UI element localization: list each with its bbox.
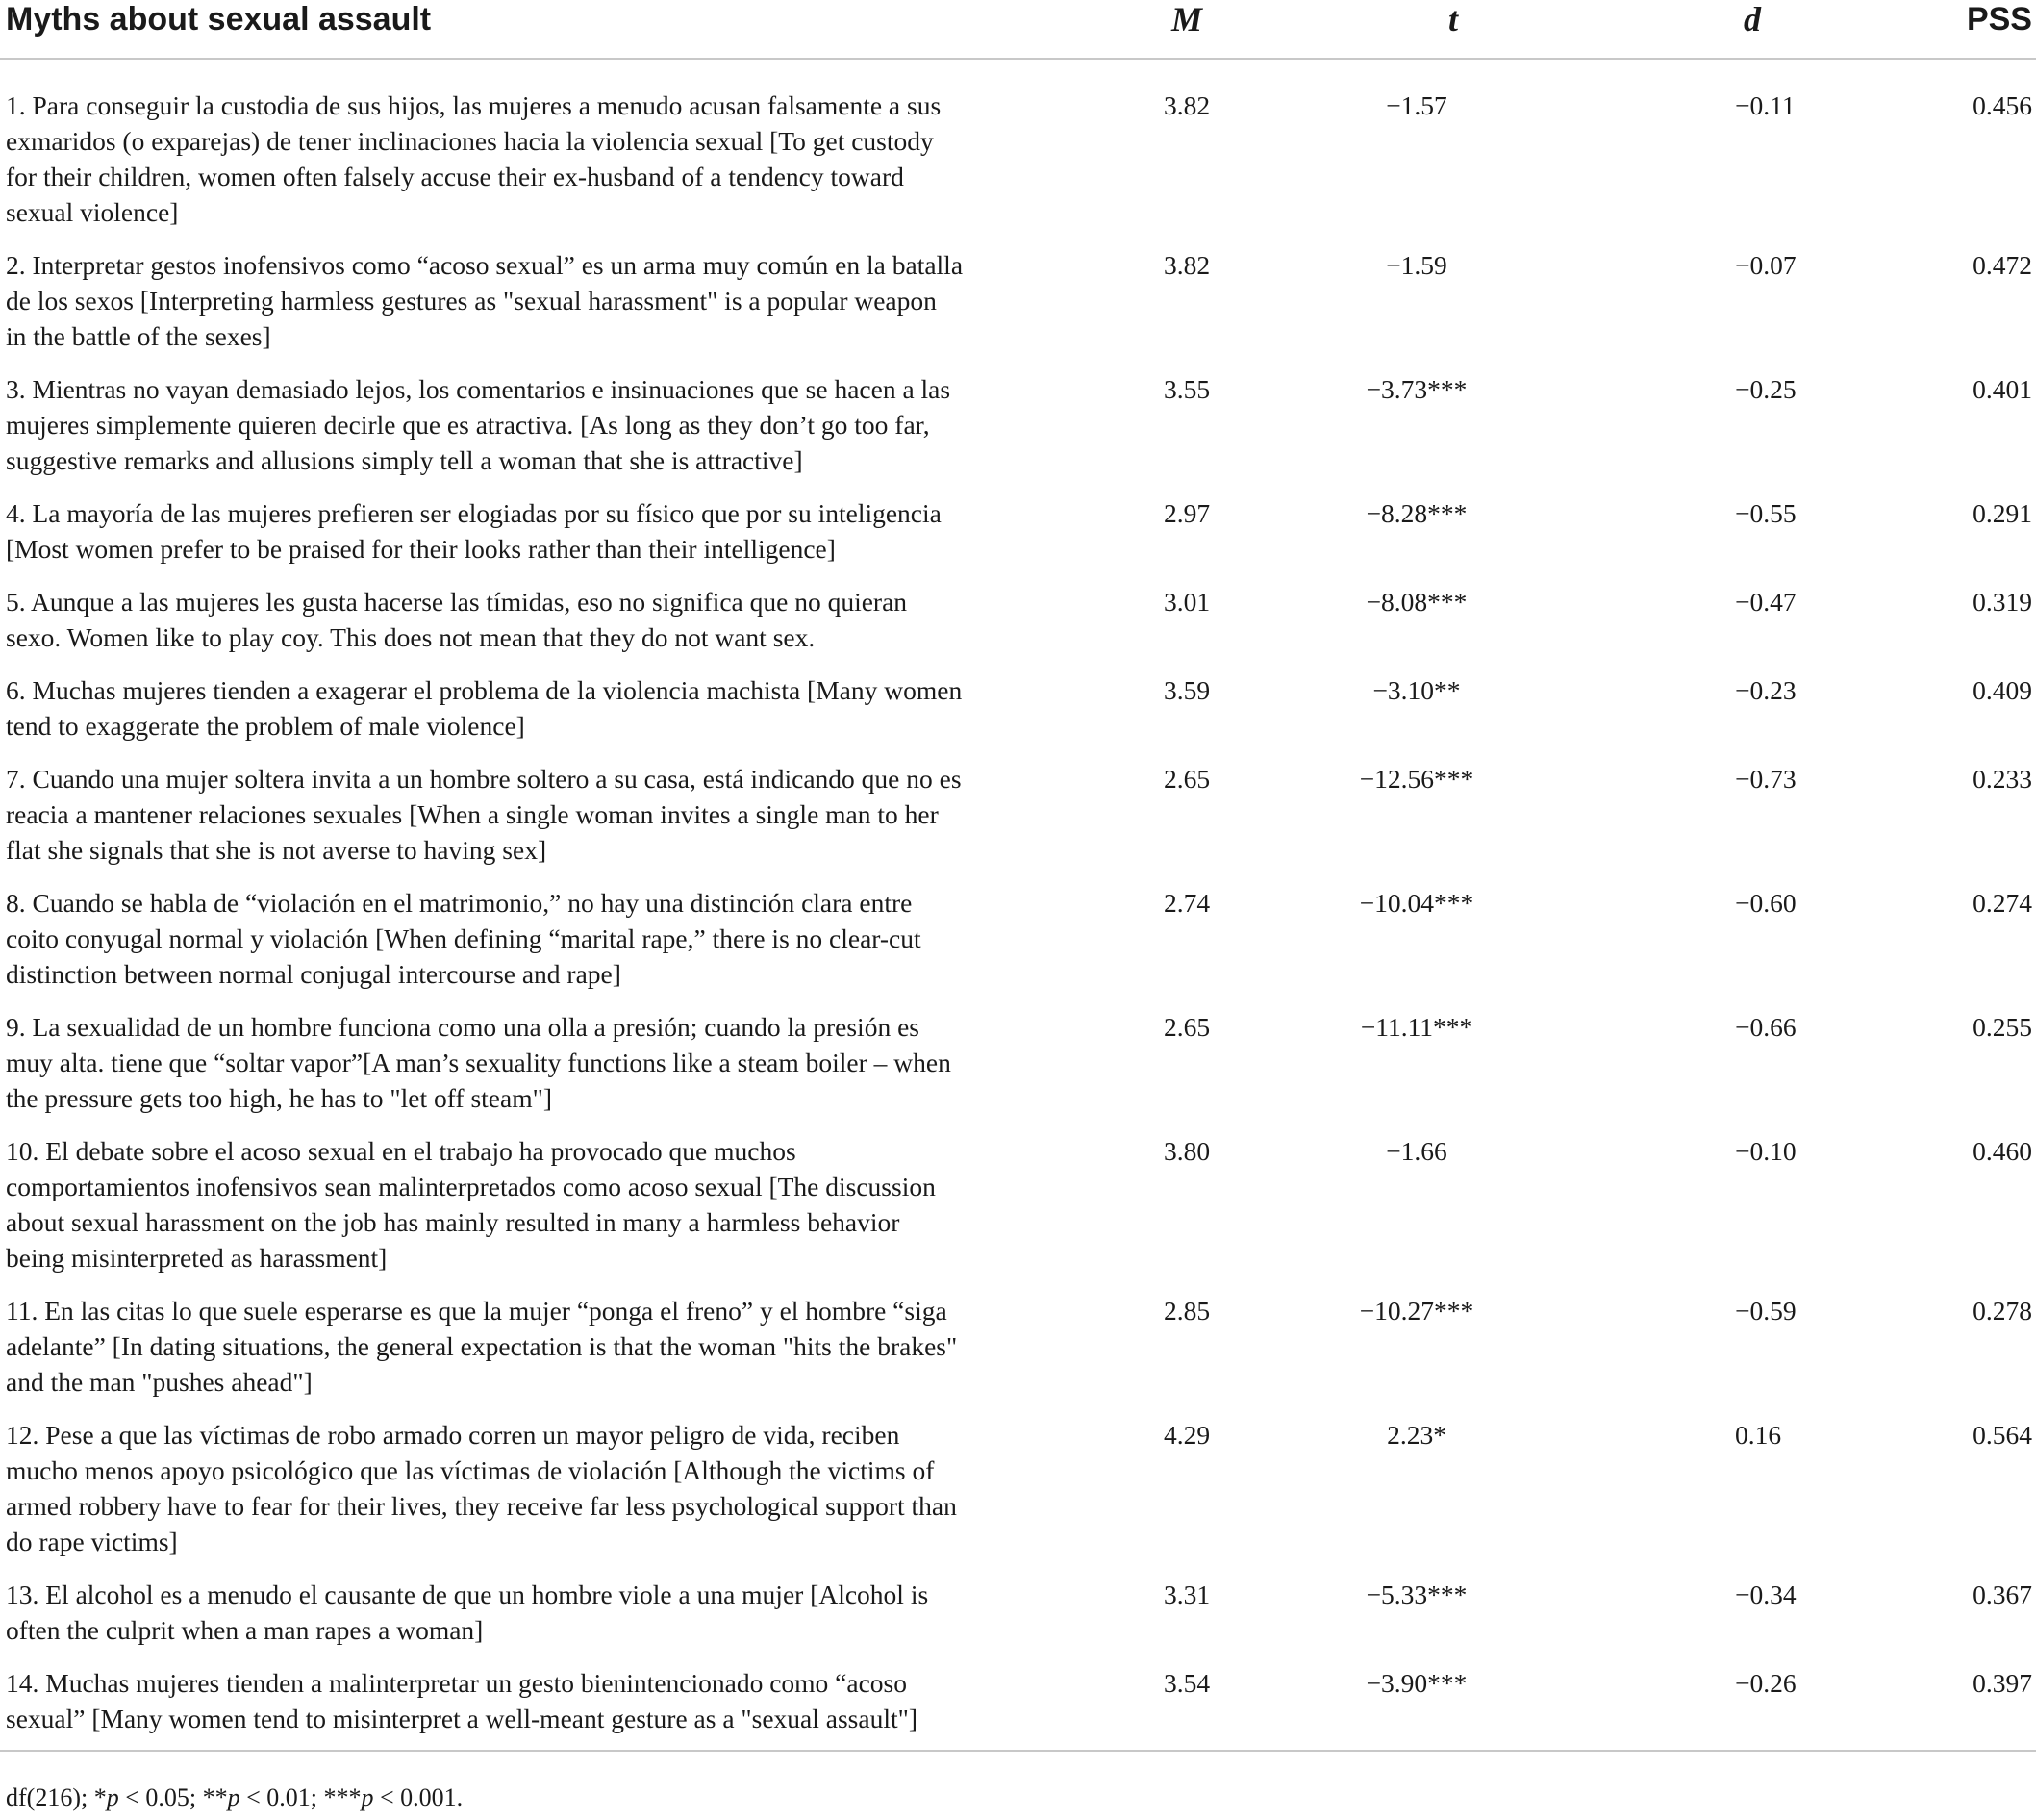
t-cell (1372, 672, 1520, 761)
table-row (0, 885, 2036, 1009)
t-cell (1375, 59, 1520, 247)
myth-text: 9. La sexualidad de un hombre funciona como una olla a presión; cuando la presión es muy alta. tiene que “soltar vapor”[A man’s sexuality functions like a steam boiler – when the pressure gets too high, he has to "let off steam"] (6, 1012, 951, 1113)
pss-value: 0.409 (1973, 675, 2032, 705)
myth-text: 4. La mayoría de las mujeres prefieren ser elogiadas por su físico que por su inteligencia [Most women prefer to be praised for their looks rather than their intelligence] (6, 498, 942, 564)
d-value: −0.59 (1735, 1296, 1797, 1326)
d-value: −0.73 (1735, 764, 1797, 794)
d-value: −0.60 (1735, 888, 1797, 918)
t-value: −10.04*** (1359, 888, 1474, 918)
t-cell (1359, 761, 1520, 885)
mean-value: 3.80 (1164, 1136, 1211, 1166)
d-value: −0.11 (1735, 90, 1796, 120)
footnote-star-1: * (93, 1783, 107, 1811)
t-value: −1.57 (1386, 90, 1447, 120)
mean-value: 2.65 (1164, 764, 1211, 794)
myth-text: 5. Aunque a las mujeres les gusta hacerse las tímidas, eso no significa que no quieran sexo. Women like to play coy. This does not mean that they do not want sex. (6, 587, 908, 652)
t-value: −1.66 (1386, 1136, 1447, 1166)
footnote-p-3: p (361, 1783, 374, 1811)
table-row (0, 495, 2036, 584)
table-row (0, 247, 2036, 371)
myth-text: 14. Muchas mujeres tienden a malinterpretar un gesto bienintencionado como “acoso sexual” [Many women tend to misinterpret a well-meant gesture as a "sexual assault"] (0, 1665, 971, 1751)
table-footnote (6, 1782, 463, 1814)
table-row (0, 1133, 2036, 1293)
t-value: 2.23* (1387, 1420, 1446, 1450)
footnote-p-2: p (227, 1783, 240, 1811)
table-row (0, 59, 2036, 247)
mean-value: 2.74 (1164, 888, 1211, 918)
pss-value: 0.460 (1973, 1136, 2032, 1166)
t-cell (1366, 495, 1520, 584)
pss-value: 0.564 (1973, 1420, 2032, 1450)
pss-value: 0.472 (1973, 250, 2032, 280)
mean-value: 4.29 (1164, 1420, 1211, 1450)
table-row (0, 761, 2036, 885)
t-cell (1359, 1293, 1520, 1417)
t-cell (1375, 247, 1520, 371)
t-cell (1366, 1665, 1520, 1751)
header-t: t (1375, 0, 1520, 59)
table-header (0, 0, 2036, 59)
table-body (0, 59, 2036, 1751)
table-row (0, 584, 2036, 672)
pss-value: 0.319 (1973, 587, 2032, 617)
t-value: −8.08*** (1366, 587, 1468, 617)
header-myths: Myths about sexual assault (0, 0, 971, 59)
t-cell (1359, 885, 1520, 1009)
myth-text: 8. Cuando se habla de “violación en el matrimonio,” no hay una distinción clara entre coito conyugal normal y violación [When defining “marital rape,” there is no clear-cut distinction between normal conjugal intercourse and rape] (6, 888, 921, 989)
footnote-threshold-3: < 0.001. (373, 1783, 464, 1811)
footnote-threshold-2: < 0.01; (239, 1783, 324, 1811)
pss-value: 0.397 (1875, 1665, 2036, 1751)
myth-text: 7. Cuando una mujer soltera invita a un hombre soltero a su casa, está indicando que no es reacia a mantener relaciones sexuales [When a single woman invites a single man to her flat she signals that she is not averse to having sex] (6, 764, 962, 865)
mean-value: 3.55 (1164, 374, 1211, 404)
myth-text: 13. El alcohol es a menudo el causante de que un hombre viole a una mujer [Alcohol is often the culprit when a man rapes a woman] (6, 1580, 929, 1645)
d-value: −0.26 (1520, 1665, 1875, 1751)
t-cell (1360, 1009, 1520, 1133)
mean-value: 2.65 (1164, 1012, 1211, 1042)
footnote-threshold-1: < 0.05; (118, 1783, 203, 1811)
pss-value: 0.401 (1973, 374, 2032, 404)
table-row (0, 672, 2036, 761)
header-row (0, 0, 2036, 59)
myth-text: 12. Pese a que las víctimas de robo armado corren un mayor peligro de vida, reciben mucho menos apoyo psicológico que las víctimas de violación [Although the victims of armed robbery have to fear for their lives, they receive far less psychological support than do rape victims] (6, 1420, 957, 1556)
mean-value: 3.82 (1164, 250, 1211, 280)
mean-value: 3.82 (1164, 90, 1211, 120)
mean-value: 2.97 (1164, 498, 1211, 528)
footnote-df: df(216); (6, 1783, 94, 1811)
d-value: 0.16 (1735, 1420, 1782, 1450)
d-value: −0.23 (1735, 675, 1797, 705)
d-value: −0.07 (1735, 250, 1797, 280)
table-row (0, 1009, 2036, 1133)
pss-value: 0.255 (1973, 1012, 2032, 1042)
t-cell (1366, 1577, 1520, 1665)
t-value: −11.11*** (1360, 1012, 1473, 1042)
table-row (0, 371, 2036, 495)
pss-value: 0.278 (1973, 1296, 2032, 1326)
myth-text: 10. El debate sobre el acoso sexual en el trabajo ha provocado que muchos comportamientos inofensivos sean malinterpretados como acoso sexual [The discussion about sexual harassment on the job has mainly resulted in many a harmless behavior being misinterpreted as harassment] (6, 1136, 936, 1273)
t-value: −8.28*** (1366, 498, 1468, 528)
d-value: −0.55 (1735, 498, 1797, 528)
myth-text: 1. Para conseguir la custodia de sus hijos, las mujeres a menudo acusan falsamente a sus exmaridos (o exparejas) de tener inclinaciones hacia la violencia sexual [To get custody for their children, women often falsely accuse their ex-husband of a tendency toward sexual violence] (6, 90, 942, 227)
table-row (0, 1577, 2036, 1665)
t-value: −3.10** (1372, 675, 1461, 705)
pss-value: 0.367 (1973, 1580, 2032, 1609)
myth-text: 6. Muchas mujeres tienden a exagerar el problema de la violencia machista [Many women tend to exaggerate the problem of male violence] (6, 675, 963, 741)
footnote-star-2: ** (202, 1783, 228, 1811)
t-cell (1366, 584, 1520, 672)
header-pss: PSS (1875, 0, 2036, 59)
pss-value: 0.274 (1973, 888, 2032, 918)
myth-text: 2. Interpretar gestos inofensivos como “acoso sexual” es un arma muy común en la batalla de los sexos [Interpreting harmless gestures as "sexual harassment" is a popular weapon in the battle of the sexes] (6, 250, 964, 351)
mean-value: 3.01 (1164, 587, 1211, 617)
d-value: −0.34 (1735, 1580, 1797, 1609)
footnote-star-3: *** (323, 1783, 362, 1811)
pss-value: 0.291 (1973, 498, 2032, 528)
table-row (0, 1665, 2036, 1751)
t-cell (1375, 1133, 1520, 1293)
t-value: −3.73*** (1366, 374, 1468, 404)
myth-text: 3. Mientras no vayan demasiado lejos, los comentarios e insinuaciones que se hacen a las mujeres simplemente quieren decirle que es atractiva. [As long as they don’t go too far, suggestive remarks and allusions simply tell a woman that she is attractive] (6, 374, 951, 475)
header-mean: M (971, 0, 1375, 59)
t-value: −1.59 (1386, 250, 1447, 280)
t-value: −10.27*** (1359, 1296, 1474, 1326)
mean-value: 3.54 (971, 1665, 1375, 1751)
pss-value: 0.233 (1973, 764, 2032, 794)
header-d: d (1520, 0, 1875, 59)
t-cell (1366, 371, 1520, 495)
d-value: −0.66 (1735, 1012, 1797, 1042)
t-value: −3.90*** (1366, 1668, 1468, 1698)
t-value: −12.56*** (1359, 764, 1474, 794)
table-row (0, 1293, 2036, 1417)
mean-value: 2.85 (1164, 1296, 1211, 1326)
t-cell (1375, 1417, 1520, 1577)
mean-value: 3.59 (1164, 675, 1211, 705)
table-row (0, 1417, 2036, 1577)
d-value: −0.25 (1735, 374, 1797, 404)
footnote-p-1: p (106, 1783, 119, 1811)
d-value: −0.47 (1735, 587, 1797, 617)
d-value: −0.10 (1735, 1136, 1797, 1166)
mean-value: 3.31 (1164, 1580, 1211, 1609)
myth-text: 11. En las citas lo que suele esperarse es que la mujer “ponga el freno” y el hombre “siga adelante” [In dating situations, the general expectation is that the woman "hits the brakes" and the man "pushes ahead"] (6, 1296, 958, 1397)
t-value: −5.33*** (1366, 1580, 1468, 1609)
pss-value: 0.456 (1973, 90, 2032, 120)
